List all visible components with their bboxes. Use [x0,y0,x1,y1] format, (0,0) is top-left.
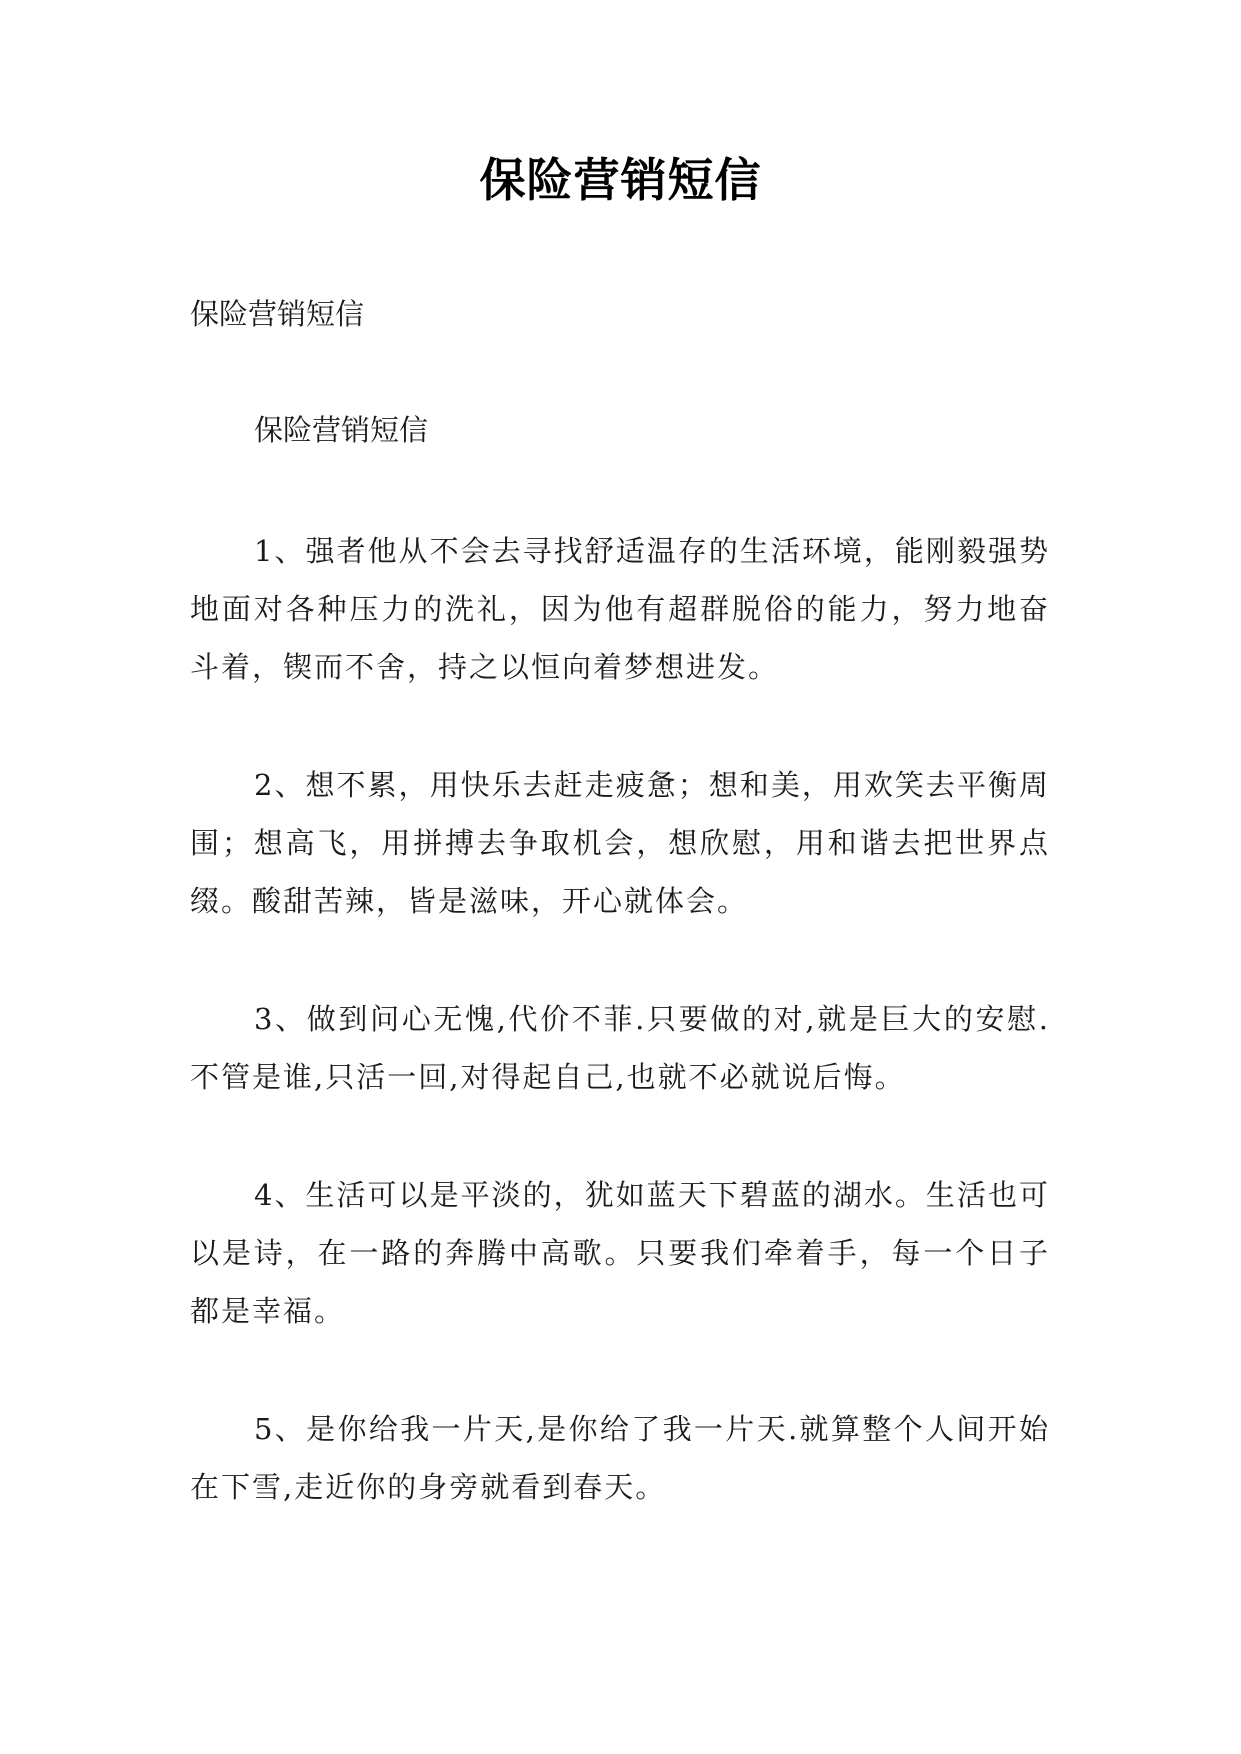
paragraph-5: 5、是你给我一片天,是你给了我一片天.就算整个人间开始在下雪,走近你的身旁就看到春天。 [190,1412,1050,1504]
paragraph-3: 3、做到问心无愧,代价不菲.只要做的对,就是巨大的安慰.不管是谁,只活一回,对得起自己,也就不必就说后悔。 [190,1002,1050,1094]
document-title: 保险营销短信 [479,153,762,207]
paragraph-2: 2、想不累，用快乐去赶走疲惫；想和美，用欢笑去平衡周围；想高飞，用拼搏去争取机会，想欣慰，用和谐去把世界点缀。酸甜苦辣，皆是滋味，开心就体会。 [190,768,1050,918]
document-subheading-indented: 保险营销短信 [254,413,429,447]
paragraph-1: 1、强者他从不会去寻找舒适温存的生活环境，能刚毅强势地面对各种压力的洗礼，因为他有超群脱俗的能力，努力地奋斗着，锲而不舍，持之以恒向着梦想进发。 [190,534,1050,684]
paragraph-4: 4、生活可以是平淡的，犹如蓝天下碧蓝的湖水。生活也可以是诗，在一路的奔腾中高歌。只要我们牵着手，每一个日子都是幸福。 [190,1178,1050,1328]
document-subheading: 保险营销短信 [190,297,365,331]
